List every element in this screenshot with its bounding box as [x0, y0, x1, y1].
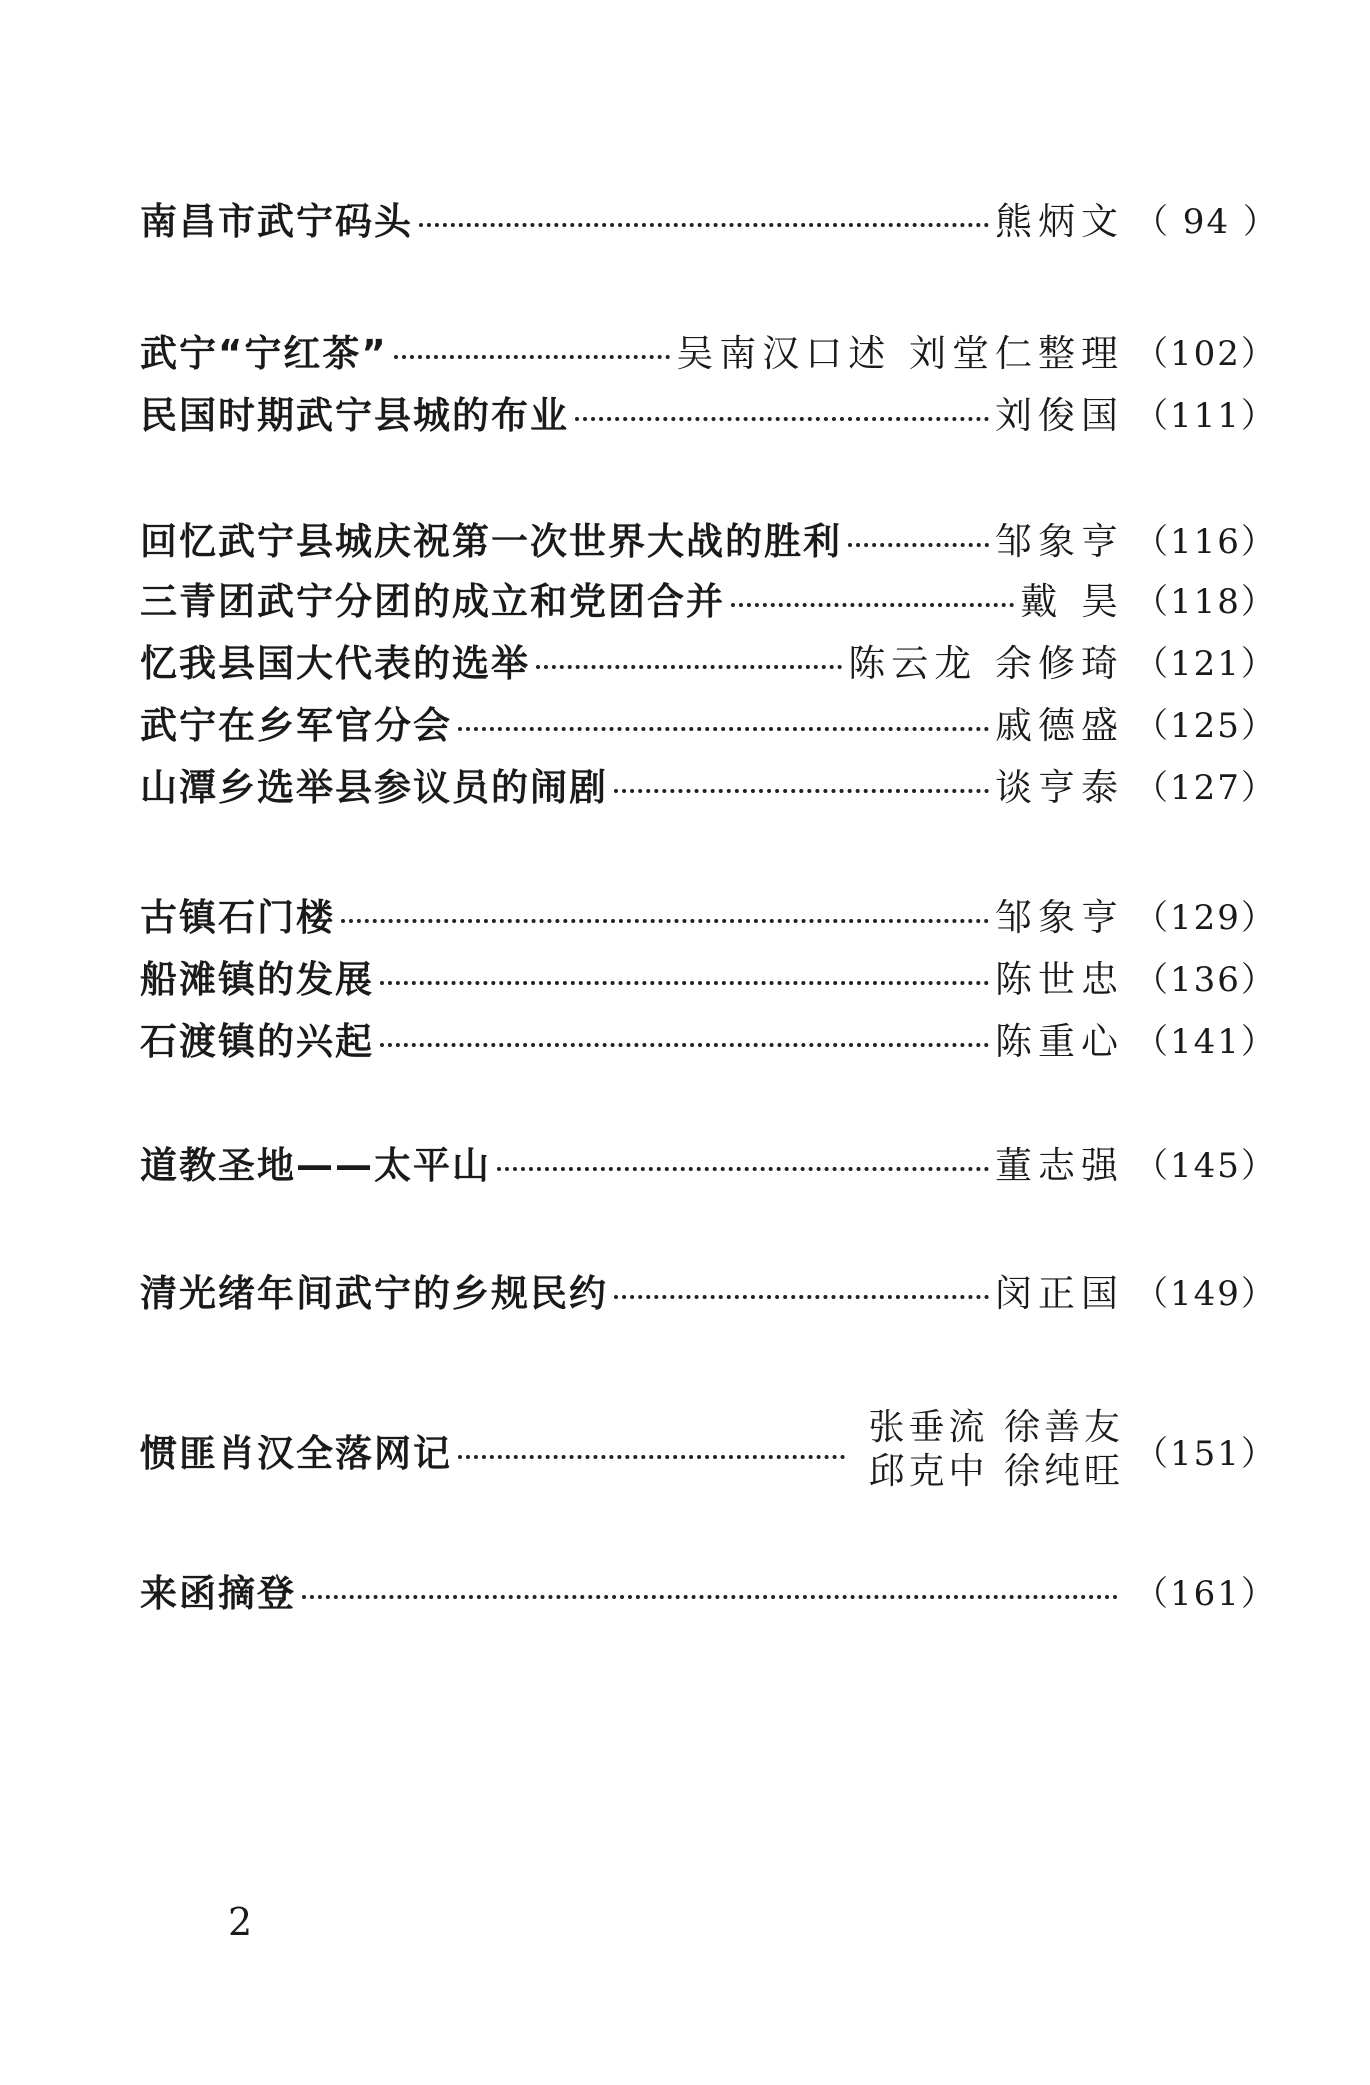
dot-leader: [614, 1295, 989, 1299]
dot-leader: [341, 919, 989, 923]
dot-leader: [497, 1167, 989, 1171]
toc-title: 石渡镇的兴起: [140, 1020, 374, 1063]
page-number: 2: [228, 1900, 253, 1944]
toc-page: （121）: [1134, 643, 1277, 684]
toc-page: （125）: [1134, 705, 1277, 746]
dot-leader: [575, 417, 989, 421]
dot-leader: [380, 981, 989, 985]
dot-leader: [848, 543, 989, 547]
toc-entry: [140, 188, 1279, 248]
toc-page: （102）: [1134, 333, 1277, 374]
toc-author: 陈云龙 余修琦: [848, 642, 1124, 685]
toc-entry: [140, 568, 1277, 628]
toc-entry: [140, 1260, 1277, 1320]
toc-entry: [140, 1008, 1277, 1068]
toc-author: 刘俊国: [995, 394, 1124, 437]
toc-entry: [140, 754, 1277, 814]
dot-leader: [731, 603, 1014, 607]
toc-entry: [140, 692, 1277, 752]
toc-entry: [140, 1402, 1277, 1498]
toc-title: 惯匪肖汉全落网记: [140, 1432, 452, 1475]
dot-leader: [380, 1043, 989, 1047]
toc-title: 武宁“宁红茶”: [140, 332, 388, 375]
toc-title: 忆我县国大代表的选举: [140, 642, 530, 685]
toc-page: （118）: [1134, 581, 1277, 622]
toc-title: 民国时期武宁县城的布业: [140, 394, 569, 437]
toc-authors: [869, 1406, 1124, 1494]
toc-author: 邹象亨: [995, 520, 1124, 563]
toc-page: （136）: [1134, 959, 1277, 1000]
toc-entry: [140, 884, 1277, 944]
dot-leader: [302, 1595, 1118, 1599]
toc-entry: [140, 946, 1277, 1006]
toc-author: 邱克中 徐纯旺: [868, 1451, 1124, 1492]
toc-title: 古镇石门楼: [140, 896, 335, 939]
toc-entry: [140, 320, 1277, 380]
toc-page: （116）: [1134, 521, 1277, 562]
toc-page: （161）: [1134, 1573, 1277, 1614]
toc-author: 谈亨泰: [995, 766, 1124, 809]
toc-entry: [140, 630, 1277, 690]
toc-entry: [140, 382, 1277, 442]
toc-title: 回忆武宁县城庆祝第一次世界大战的胜利: [140, 520, 842, 563]
dot-leader: [394, 355, 671, 359]
toc-page: （129）: [1134, 897, 1277, 938]
toc-entry: [140, 1560, 1277, 1620]
toc-title: 来函摘登: [140, 1572, 296, 1615]
toc-title: 三青团武宁分团的成立和党团合并: [140, 580, 725, 623]
toc-page: （111）: [1134, 395, 1277, 436]
dot-leader: [419, 223, 989, 227]
toc-author: 陈世忠: [995, 958, 1124, 1001]
dot-leader: [458, 727, 989, 731]
toc-author: 董志强: [995, 1144, 1124, 1187]
toc-author: 戚德盛: [995, 704, 1124, 747]
toc-author: 熊炳文: [995, 200, 1124, 243]
toc-title: 武宁在乡军官分会: [140, 704, 452, 747]
toc-entry: [140, 508, 1277, 568]
toc-entry: [140, 1132, 1277, 1192]
toc-page: （ 94 ）: [1134, 201, 1279, 242]
toc-page: （145）: [1134, 1145, 1277, 1186]
toc-page: （149）: [1134, 1273, 1277, 1314]
toc-author: 闵正国: [995, 1272, 1124, 1315]
toc-title: 船滩镇的发展: [140, 958, 374, 1001]
toc-author: 戴 昊: [1020, 580, 1124, 623]
dot-leader: [536, 665, 842, 669]
toc-page: （141）: [1134, 1021, 1277, 1062]
toc-author: 张垂流 徐善友: [868, 1407, 1124, 1448]
toc-title: 清光绪年间武宁的乡规民约: [140, 1272, 608, 1315]
toc-title: 山潭乡选举县参议员的闹剧: [140, 766, 608, 809]
toc-title: 道教圣地——太平山: [140, 1144, 491, 1187]
dot-leader: [458, 1455, 845, 1459]
toc-author: 邹象亨: [995, 896, 1124, 939]
toc-page: （151）: [1134, 1433, 1277, 1474]
dot-leader: [614, 789, 989, 793]
toc-author: 吴南汉口述 刘堂仁整理: [676, 332, 1124, 375]
toc-title: 南昌市武宁码头: [140, 200, 413, 243]
toc-page: （127）: [1134, 767, 1277, 808]
toc-author: 陈重心: [995, 1020, 1124, 1063]
